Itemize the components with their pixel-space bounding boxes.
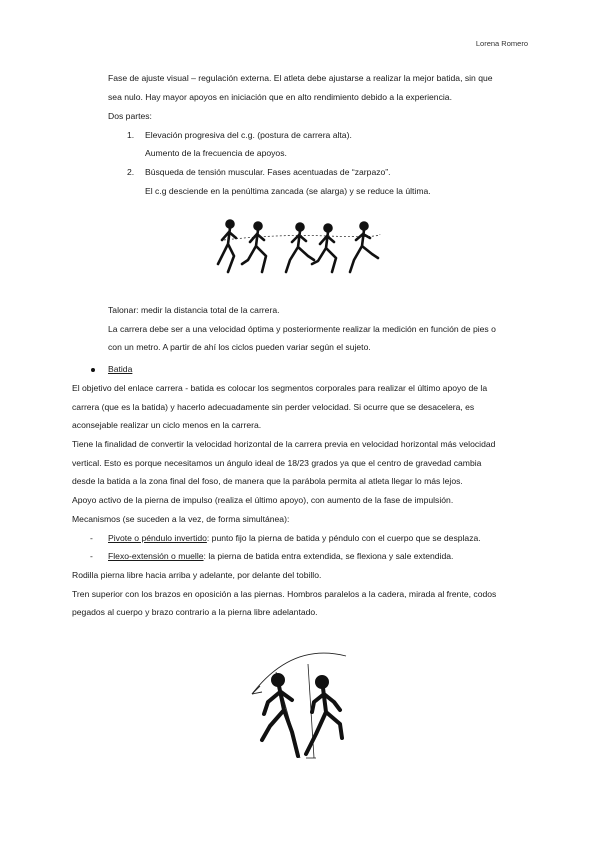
runner-silhouette [312,225,336,273]
list-item-2-sub: El c.g desciende en la penúltima zancada (se alarga) y se reduce la última. [145,186,431,196]
mechanism-description: : punto fijo la pierna de batida y péndulo con el cuerpo que se desplaza. [206,533,481,543]
batida-after-line: Tren superior con los brazos en oposición a las piernas. Hombros paralelos a la cadera, mirada al frente, codos [72,589,497,599]
list-item-2: Búsqueda de tensión muscular. Fases acentuadas de “zarpazo”. [145,167,391,177]
mechanism-term: Flexo-extensión o muelle [108,551,204,561]
talonar-line-2: La carrera debe ser a una velocidad óptima y posteriormente realizar la medición en función de pies o [108,324,496,334]
list-item-1-sub: Aumento de la frecuencia de apoyos. [145,148,287,158]
list-number-1: 1. [127,130,135,140]
runner-silhouette [218,221,236,273]
batida-paragraph-line: Apoyo activo de la pierna de impulso (realiza el último apoyo), con aumento de la fase de impulsión. [72,495,454,505]
runner-silhouette [242,223,266,273]
author-name: Lorena Romero [475,39,528,48]
talonar-line-1: Talonar: medir la distancia total de la carrera. [108,305,280,315]
mechanism-dash: - [90,533,93,543]
section-heading-batida: Batida [108,364,133,374]
approach-run-figure [216,214,384,278]
batida-after-line: Rodilla pierna libre hacia arriba y adelante, por delante del tobillo. [72,570,322,580]
mechanism-item-1 [108,533,481,544]
batida-paragraph-line: El objetivo del enlace carrera - batida es colocar los segmentos corporales para realizar el último apoyo de la [72,383,488,393]
athlete-silhouette [262,675,298,756]
mechanism-term: Pivote o péndulo invertido [108,533,207,543]
batida-paragraph-line: vertical. Esto es porque necesitamos un ángulo ideal de 18/23 grados ya que el centro de gravedad cambia [72,458,482,468]
batida-paragraph-line: Mecanismos (se suceden a la vez, de forma simultánea): [72,514,290,524]
parts-title: Dos partes: [108,111,152,121]
intro-line-2: sea nulo. Hay mayor apoyos en iniciación que en alto rendimiento debido a la experiencia. [108,92,452,102]
batida-paragraph-line: carrera (que es la batida) y hacerlo adecuadamente sin perder velocidad. Si ocurre que se desacelera, es [72,402,475,412]
mechanism-dash: - [90,551,93,561]
mechanism-item-2 [108,551,453,562]
batida-paragraph-line: Tiene la finalidad de convertir la velocidad horizontal de la carrera previa en velocidad horizontal más velocidad [72,439,496,449]
batida-after-line: pegados al cuerpo y brazo contrario a la pierna libre adelantado. [72,607,318,617]
batida-paragraph-line: desde la batida a la zona final del foso, de manera que la parábola permita al atleta llegar lo más lejos. [72,476,463,486]
list-number-2: 2. [127,167,135,177]
list-item-1: Elevación progresiva del c.g. (postura de carrera alta). [145,130,352,140]
intro-line-1: Fase de ajuste visual – regulación externa. El atleta debe ajustarse a realizar la mejor batida, sin que [108,73,493,83]
runner-silhouette [286,224,314,273]
runner-silhouette [350,223,378,273]
batida-paragraph-line: aconsejable realizar un ciclo menos en la carrera. [72,420,262,430]
takeoff-figure [242,642,362,768]
talonar-line-3: con un metro. A partir de ahí los ciclos pueden variar según el sujeto. [108,342,371,352]
mechanism-description: : la pierna de batida entra extendida, se flexiona y sale extendida. [203,551,454,561]
bullet-point [91,368,95,372]
